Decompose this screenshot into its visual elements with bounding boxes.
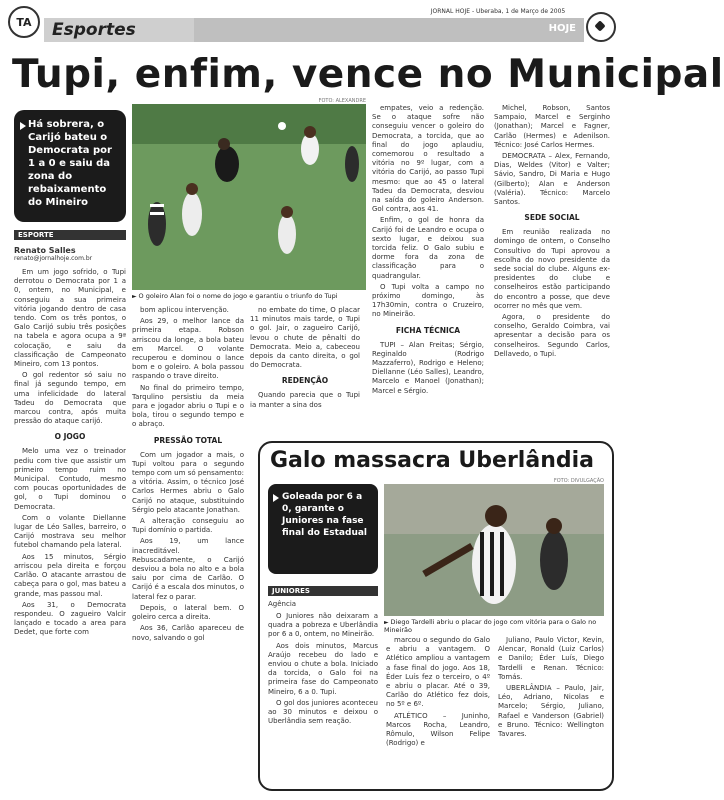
photo-credit: FOTO: DIVULGAÇÃO — [553, 478, 604, 484]
paragraph: Aos 31, o Democrata respondeu. O zagueiro Valcir lançado e tocado a area para Dedet, que forte com — [14, 600, 126, 637]
header-bar — [194, 18, 584, 42]
paragraph: No final do primeiro tempo, Tarqulino persistiu da meia para e jogador abriu o Tupi e o bola, tirou o segundo tempo e o abraço. — [132, 383, 244, 429]
paragraph: empates, veio a redenção. Se o ataque sofre não conseguiu vencer o goleiro do Democrata, a torcida, que ao final do jogo aplaudiu, comemorou o resultado a vitória no 9º lugar, com a vitória do Carijó, ao passo Tupi mesmo: que ao 45 o lateral Tadeu da Democrata, desviou na saída do goleiro Anderson. Gol contra, aos 41. — [372, 104, 484, 214]
subheading: SEDE SOCIAL — [524, 213, 580, 223]
header-tag: HOJE — [548, 23, 576, 34]
section-title: Esportes — [44, 18, 194, 42]
caption-text: Diego Tardelli abriu o placar do jogo com vitória para o Galo no Mineirão — [384, 618, 597, 634]
paragraph: UBERLÂNDIA – Paulo, Jair, Léo, Adriano, Nicolas e Marcelo; Sérgio, Juliano, Rafael e Vanderson (Gabriel) e Bruno. Técnico: Wellington Tavares. — [498, 684, 604, 739]
column-2 — [132, 306, 244, 645]
photo-caption: ► O goleiro Alan foi o nome do jogo e garantiu o triunfo do Tupi — [132, 292, 338, 300]
paragraph: Melo uma vez o treinador pediu com tive que assistir um primeiro tempo ruim no Municipal. Contudo, mesmo com poucas oportunidades de gol, o Tupi dominou o Democrata. — [14, 447, 126, 511]
paragraph: Com um jogador a mais, o Tupi voltou para o segundo tempo com um só pensamento: a vitória. Assim, o técnico José Carlos Hermes abriu o Galo Carijó no ataque, substituindo Sérgio pelo atacante Jonathan. — [132, 450, 244, 514]
article-body — [14, 447, 126, 637]
subheading: O JOGO — [54, 432, 86, 442]
paragraph: Depois, o lateral bem. O goleiro cerca a direita. — [132, 603, 244, 622]
column-4 — [372, 104, 484, 398]
column-5 — [494, 104, 610, 361]
article-body — [132, 306, 244, 430]
secondary-kicker-text: Goleada por 6 a 0, garante o Juniores na fase final do Estadual — [282, 492, 368, 538]
paragraph: Aos 36, Carlão apareceu de novo, salvando o gol — [132, 624, 244, 642]
soccer-ball-icon — [586, 12, 616, 42]
article-body — [14, 268, 126, 426]
photo-caption: ► Diego Tardelli abriu o placar do jogo com vitória para o Galo no Mineirão — [384, 618, 597, 634]
paragraph: Aos 29, o melhor lance da primeira etapa. Robson arriscou da longe, a bola bateu em Marcel. O volante recuperou e dominou o lance bom e o goleiro. A bola passou raspando o trave direito. — [132, 317, 244, 381]
paragraph: marcou o segundo do Galo e abriu a vantagem. O Atlético ampliou a vantagem a fase final do jogo. Aos 18, Éder Luís fez o terceiro, o 4º e abriu o placar. Até o 39, Carlão do Atlético fez dois, no 5º e 6º. — [386, 636, 490, 709]
paragraph: TUPI – Alan Freitas; Sérgio, Reginaldo (Rodrigo Mazzaferro), Rodrigo e Heleno; Diellanne (Léo Salles), Leandro, Marcelo e Manoel (Jonathan); Marcel e Sérgio. — [372, 340, 484, 395]
subheading: FICHA TÉCNICA — [395, 325, 461, 335]
paragraph: Em um jogo sofrido, o Tupi derrotou o Democrata por 1 a 0, ontem, no Municipal, e conseguiu a sua primeira vitória jogando dentro de casa tendo. Com os três pontos, o Galo Carijó subiu três posições na tabela e agora ocupa a 9ª colocação, e saiu da classificação de Campeonato Mineiro, com 13 pontos. — [14, 268, 126, 369]
secondary-section-tag: JUNIORES — [268, 586, 378, 596]
article-body — [132, 451, 244, 643]
main-headline: Tupi, enfim, vence no Municipal — [12, 52, 724, 97]
article-body — [250, 306, 360, 370]
dateline: JORNAL HOJE - Uberaba, 1 de Março de 2005 — [430, 8, 566, 15]
article-body — [372, 341, 484, 396]
article-body — [268, 612, 378, 726]
subheading: REDENÇÃO — [281, 376, 329, 386]
main-kicker-text: Há sobrera, o Carijó bateu o Democrata por 1 a 0 e saiu da zona do rebaixamento do Mineiro — [28, 119, 112, 208]
paragraph: DEMOCRATA – Alex, Fernando, Dias, Weldes (Vitor) e Valter; Sávio, Sandro, Di Maria e Hugo (Gilberto); Alan e Anderson (Valéria). Técnico: Marcelo Santos. — [494, 152, 610, 207]
subheading: PRESSÃO TOTAL — [153, 435, 223, 445]
paragraph: Aos 19, um lance inacreditável. Rebuscadamente, o Carijó desviou a bola no alto e a bola saiu por cima de Carlão. O Carijó é a escala dos minutos, o lateral fez o parar. — [132, 537, 244, 601]
paragraph: A alteração conseguiu ao Tupi domínio o partida. — [132, 517, 244, 535]
byline: Renato Salles — [14, 246, 76, 255]
paragraph: O Juniores não deixaram a quadra a pobreza e Uberlândia por 6 a 0, ontem, no Mineirão. — [268, 612, 378, 639]
paragraph: Em reunião realizada no domingo de ontem, o Conselho Consultivo do Tupi aprovou a escolha do novo presidente da sede social do clube. Alguns ex-presidentes do clube e conselheiros estão participando do encontro a posse, que deve ocorrer no mês que vem. — [494, 228, 610, 310]
byline-email: renato@jornalhoje.com.br — [14, 255, 93, 262]
paragraph: Michel, Robson, Santos Sampaio, Marcel e Serginho (Jonathan); Marcel e Fagner, Carlão (Hermes) e Adenilson. Técnico: José Carlos Hermes. — [494, 104, 610, 149]
newspaper-logo: TA — [8, 6, 40, 38]
paragraph: no embate do time, O placar 11 minutos mais tarde, o Tupi o gol. Jair, o zagueiro Carijó, levou o chute de pênalti do Democrata. Meio a, cabeceou depois da canto direita, o gol do Democrata. — [250, 306, 360, 370]
box-column-2 — [386, 636, 490, 750]
column-1 — [14, 246, 126, 640]
paragraph: O gol redentor só saiu no final já segundo tempo, em uma infelicidade do lateral Tadeu do Democrata que marcou contra, após muita pressão do ataque carijó. — [14, 371, 126, 426]
article-body — [494, 228, 610, 359]
article-body — [250, 391, 360, 409]
article-body — [494, 104, 610, 207]
paragraph: Aos dois minutos, Marcus Araújo recebeu do lado e enviou o chute a bola. Iniciado da torcida, o Galo foi na primeira fase do Campeonato Mineiro, 6 a 0. Tupi. — [268, 641, 378, 696]
soccer-match-illustration — [132, 104, 366, 290]
secondary-kicker-box — [268, 484, 378, 574]
paragraph: Enfim, o gol de honra da Carijó foi de Leandro e ocupa o sexto lugar, e deixou sua torcida feliz. O Galo subiu e dorme fora da zona de classificação para o quadrangular. — [372, 216, 484, 280]
paragraph: ATLÉTICO – Juninho, Marcos Rocha, Leandro, Rômulo, Wilson Felipe (Rodrigo) e — [386, 711, 490, 748]
triangle-bullet-icon — [20, 122, 26, 130]
paragraph: Aos 15 minutos, Sérgio arriscou pela direita e forçou Carlão. O atacante arrastou de cabeça para o gol, mas bateu a grande, mas passou mal. — [14, 552, 126, 598]
paragraph: Agora, o presidente do conselho, Geraldo Coimbra, vai apresentar a decisão para os conselheiros. Segundo Carlos, Dellavedo, o Tupi. — [494, 313, 610, 358]
paragraph: Juliano, Paulo Victor, Kevin, Alencar, Ronald (Luiz Carlos) e Danilo; Éder Luís, Diego Tardelli e Renan. Técnico: Tomás. — [498, 636, 604, 681]
photo-credit: FOTO: ALEXANDRE — [318, 98, 366, 104]
caption-text: O goleiro Alan foi o nome do jogo e garantiu o triunfo do Tupi — [138, 292, 338, 300]
triangle-bullet-icon — [273, 494, 279, 502]
article-body — [372, 104, 484, 320]
paragraph: O Tupi volta a campo no próximo domingo, às 17h30min, contra o Cruzeiro, no Mineirão. — [372, 282, 484, 319]
paragraph: Quando parecia que o Tupi ia manter a sina dos — [250, 391, 360, 409]
main-kicker-box — [14, 110, 126, 222]
paragraph: O gol dos juniores aconteceu ao 30 minutos e deixou o Uberlândia sem reação. — [268, 698, 378, 726]
secondary-headline: Galo massacra Uberlândia — [270, 448, 594, 473]
paragraph: Com o volante Diellanne lugar de Léo Salles, barreiro, o Carijó mostrava seu melhor futebol chamando pela lateral. — [14, 513, 126, 550]
column-3 — [250, 306, 360, 412]
player-illustration — [384, 484, 604, 616]
match-photo — [132, 104, 366, 290]
article-body — [498, 636, 604, 739]
box-column-1 — [268, 600, 378, 728]
paragraph: bom aplicou intervenção. — [140, 306, 229, 314]
byline: Agência — [268, 600, 297, 608]
box-column-3 — [498, 636, 604, 741]
page-header — [8, 6, 613, 40]
juniores-photo — [384, 484, 604, 616]
main-section-tag: ESPORTE — [14, 230, 126, 240]
article-body — [386, 636, 490, 748]
